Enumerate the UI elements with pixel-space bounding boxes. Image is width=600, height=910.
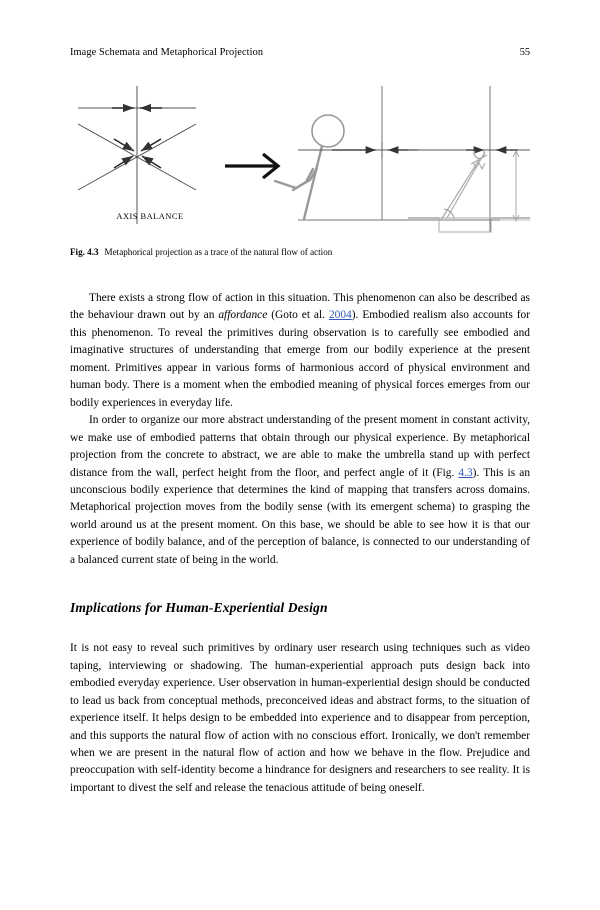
paragraph-1-part-3: ). Embodied realism also accounts for this phenomenon. To reveal the primitives during observation is to carefully see embodied and imaginative structures of understanding that emerge from our bodily experience at the present moment. Primitives appear in various forms of harmonious accord of physical environment and human body. There is a moment when the embodied meaning of physical forces emerges from our bodily experiences in everyday life.	[70, 309, 530, 409]
paragraph-2	[70, 412, 530, 569]
section-heading: Implications for Human-Experiential Design	[70, 600, 328, 616]
paragraph-2-part-2: ). This is an unconscious bodily experience that determines the kind of mapping that transfers across domains. Metaphorical projection moves from the bodily sense (with its emergent schema) to grasping the world around us at the present moment. On this base, we should be able to see how it is that our experience of bodily balance, and of the perception of balance, is connected to our understanding of a balanced current state of being in the world.	[70, 466, 531, 566]
figure-number: Fig. 4.3	[70, 247, 99, 257]
axis-balance-label: AXIS BALANCE	[116, 212, 184, 221]
spacer-after-heading	[70, 617, 530, 640]
body-column	[70, 290, 530, 797]
figure-caption	[70, 246, 530, 258]
projection-arrow	[225, 154, 278, 178]
running-head-title: Image Schemata and Metaphorical Projection	[70, 47, 264, 58]
paragraph-3: It is not easy to reveal such primitives by ordinary user research using techniques such as video taping, interviewing or shadowing. The human-experiential approach puts design back into embodied everyday experience. User observation in human-experiential design should be conducted to lead us back from conceptual methods, preconceived ideas and abstract forms, to the situation of experience itself. It helps design to be embedded into experience and to disappear from perception, and this supports the natural flow of action with no conscious effort. Ironically, we don't remember when we are present in the natural flow of action and how we behave in the flow. Prejudice and preoccupation with self-identity become a hindrance for designers and researchers to see reality. It is important to divest the self and release the tenacious attitude of being oneself.	[70, 642, 530, 794]
citation-link-goto-2004[interactable]: 2004	[328, 309, 352, 322]
paragraph-1-part-1: There exists a strong flow of action in this situation. This phenomenon can also be described as the behaviour drawn out by an	[70, 292, 530, 322]
leaning-umbrella-diagram	[408, 86, 530, 232]
page-number: 55	[519, 47, 530, 58]
leaning-person-diagram	[275, 86, 530, 220]
affordance-term: affordance	[218, 309, 268, 322]
spacer-before-heading	[70, 569, 530, 599]
axis-balance-diagram	[78, 86, 196, 224]
paragraph-1	[70, 290, 530, 412]
paragraph-1-part-2: (Goto et al.	[267, 309, 329, 322]
figure-caption-text: Metaphorical projection as a trace of the natural flow of action	[104, 247, 333, 257]
paragraph-2-part-1: In order to organize our more abstract understanding of the present moment in constant activity, we make use of embodied patterns that obtain through our physical experience. By metaphorical projection from the concrete to abstract, we are able to make the umbrella stand up with perfect distance from the wall, perfect height from the floor, and perfect angle of it (Fig.	[70, 414, 530, 479]
running-head	[70, 47, 530, 63]
figure-reference-link[interactable]: 4.3	[458, 466, 473, 479]
